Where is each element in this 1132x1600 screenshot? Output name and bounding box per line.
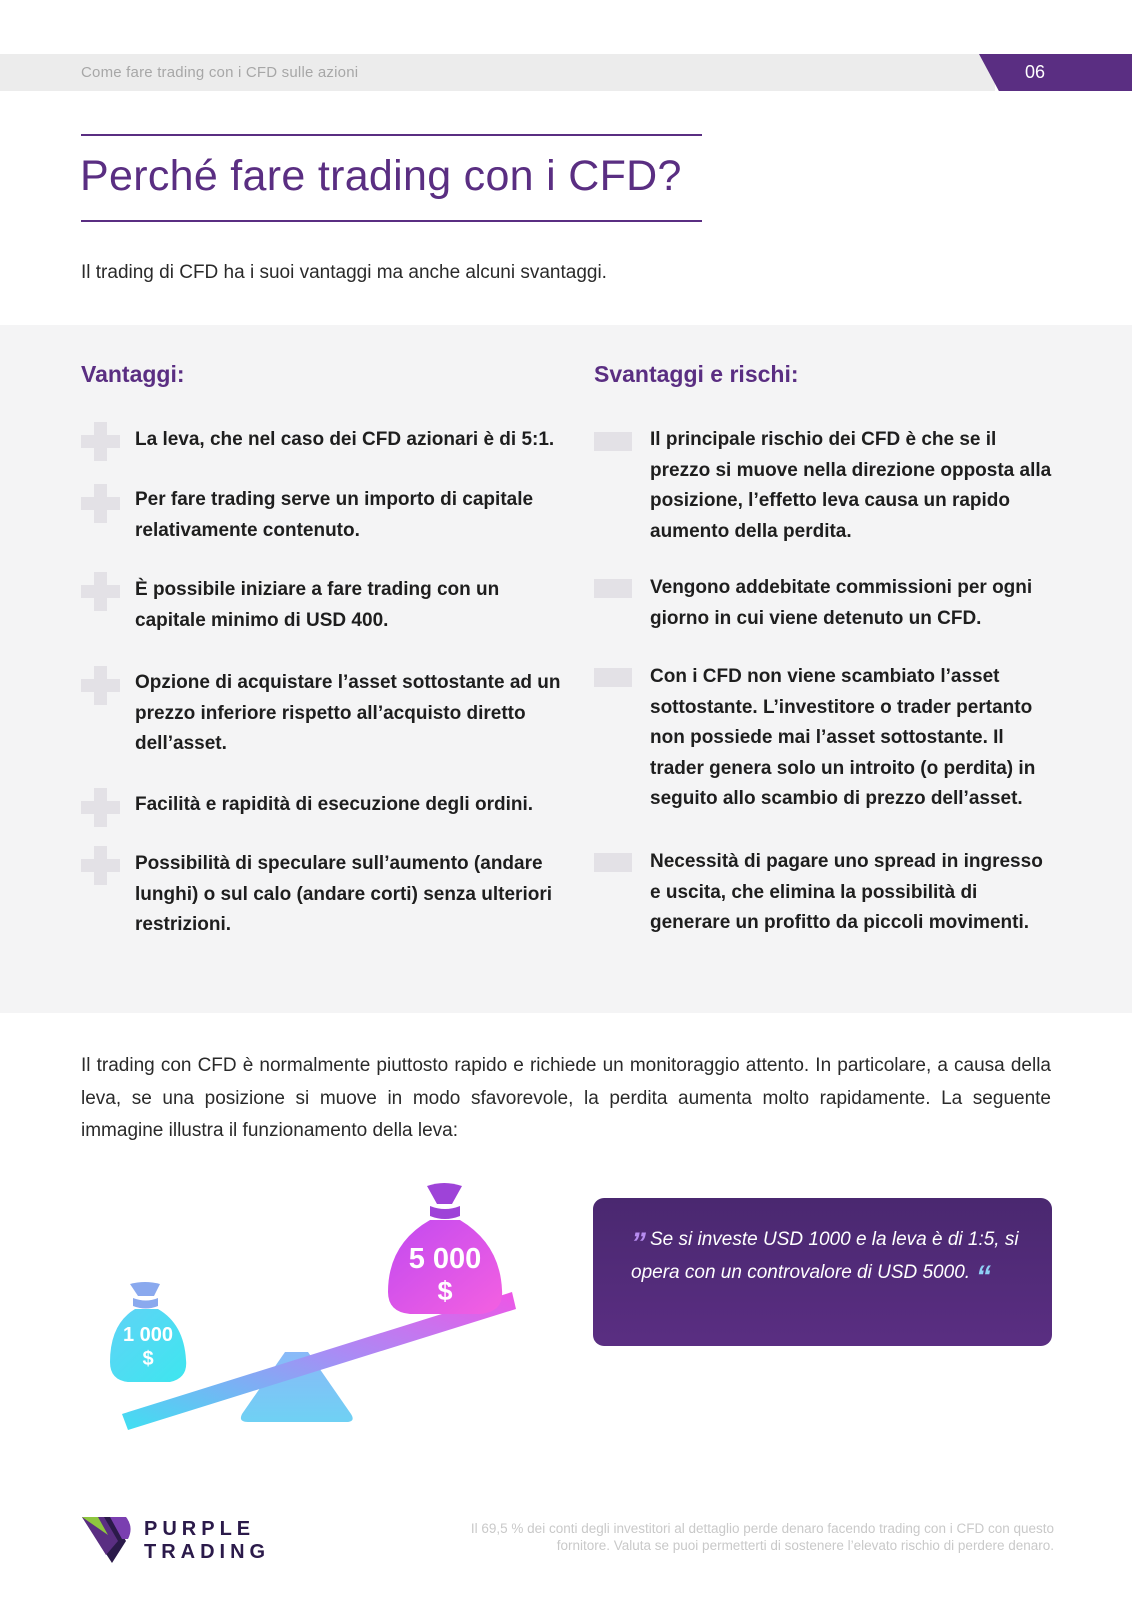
advantage-item: È possibile iniziare a fare trading con un capitale minimo di USD 400. xyxy=(135,579,500,631)
plus-icon xyxy=(81,422,120,461)
disadvantage-item: Vengono addebitate commissioni per ogni giorno in cui viene detenuto un CFD. xyxy=(650,577,1033,629)
plus-icon xyxy=(81,846,120,885)
logo-line-2: TRADING xyxy=(144,1541,271,1563)
minus-icon xyxy=(594,579,632,598)
advantage-item: Facilità e rapidità di esecuzione degli ordini. xyxy=(135,794,534,815)
quote-text: Se si investe USD 1000 e la leva è di 1:5, si opera con un controvalore di USD 5000. xyxy=(631,1229,1019,1283)
large-bag-tie xyxy=(427,1183,462,1204)
quote-open-icon: ” xyxy=(631,1227,646,1260)
disadvantage-item: Con i CFD non viene scambiato l’asset sottostante. L’investitore o trader pertanto non possiede mai l’asset sottostante. Il trader genera solo un introito (o perdita) in seguito allo scambio di prezzo dell’asset. xyxy=(650,666,1036,809)
logo-line-1: PURPLE xyxy=(144,1518,256,1540)
large-bag-currency: $ xyxy=(437,1276,453,1306)
body-paragraph: Il trading con CFD è normalmente piuttosto rapido e richiede un monitoraggio attento. In particolare, a causa della leva, se una posizione si muove in modo sfavorevole, la perdita aumenta molto rapidamente. La seguente immagine illustra il funzionamento della leva: xyxy=(81,1055,1051,1141)
disadvantage-item: Il principale rischio dei CFD è che se il prezzo si muove nella direzione opposta alla posizione, l’effetto leva causa un rapido aumento della perdita. xyxy=(650,429,1052,542)
small-bag-amount: 1 000 xyxy=(122,1324,174,1346)
purple-trading-logo-icon xyxy=(82,1517,134,1563)
advantages-heading: Vantaggi: xyxy=(81,361,185,387)
page-number: 06 xyxy=(1025,62,1046,82)
risk-disclaimer: Il 69,5 % dei conti degli investitori al dettaglio perde denaro facendo trading con i CFD con questo fornitore. Valuta se puoi permetterti di sostenere l’elevato rischio di perdere denaro. xyxy=(470,1521,1054,1553)
leverage-illustration xyxy=(100,1172,520,1442)
plus-icon xyxy=(81,666,120,705)
disadvantage-item: Necessità di pagare uno spread in ingresso e uscita, che elimina la possibilità di generare un profitto da piccoli movimenti. xyxy=(650,851,1043,933)
advantage-item: Per fare trading serve un importo di capitale relativamente contenuto. xyxy=(135,489,534,541)
document-title: Come fare trading con i CFD sulle azioni xyxy=(81,64,359,81)
page-number-tab xyxy=(979,54,1132,91)
disadvantages-heading: Svantaggi e rischi: xyxy=(594,361,799,387)
title-rule-top xyxy=(81,134,702,136)
leverage-quote xyxy=(631,1224,1036,1293)
advantage-item: Possibilità di speculare sull’aumento (andare lunghi) o sul calo (andare corti) senza ulteriori restrizioni. xyxy=(135,853,553,935)
plus-icon xyxy=(81,484,120,523)
small-bag-currency: $ xyxy=(142,1348,154,1370)
plus-icon xyxy=(81,572,120,611)
large-bag-amount: 5 000 xyxy=(408,1243,482,1275)
minus-icon xyxy=(594,432,632,451)
minus-icon xyxy=(594,853,632,872)
logo-wordmark xyxy=(144,1518,270,1564)
advantage-item: Opzione di acquistare l’asset sottostante ad un prezzo inferiore rispetto all’acquisto diretto dell’asset. xyxy=(135,672,561,754)
plus-icon xyxy=(81,788,120,827)
small-bag-tie xyxy=(130,1282,160,1296)
small-bag-band xyxy=(133,1298,158,1309)
minus-icon xyxy=(594,668,632,687)
large-bag-band xyxy=(430,1206,460,1219)
advantage-item: La leva, che nel caso dei CFD azionari è di 5:1. xyxy=(135,429,555,450)
page-title: Perché fare trading con i CFD? xyxy=(80,152,682,200)
quote-close-icon: “ xyxy=(976,1259,992,1293)
title-rule-bottom xyxy=(81,220,702,222)
intro-text: Il trading di CFD ha i suoi vantaggi ma anche alcuni svantaggi. xyxy=(81,262,607,283)
